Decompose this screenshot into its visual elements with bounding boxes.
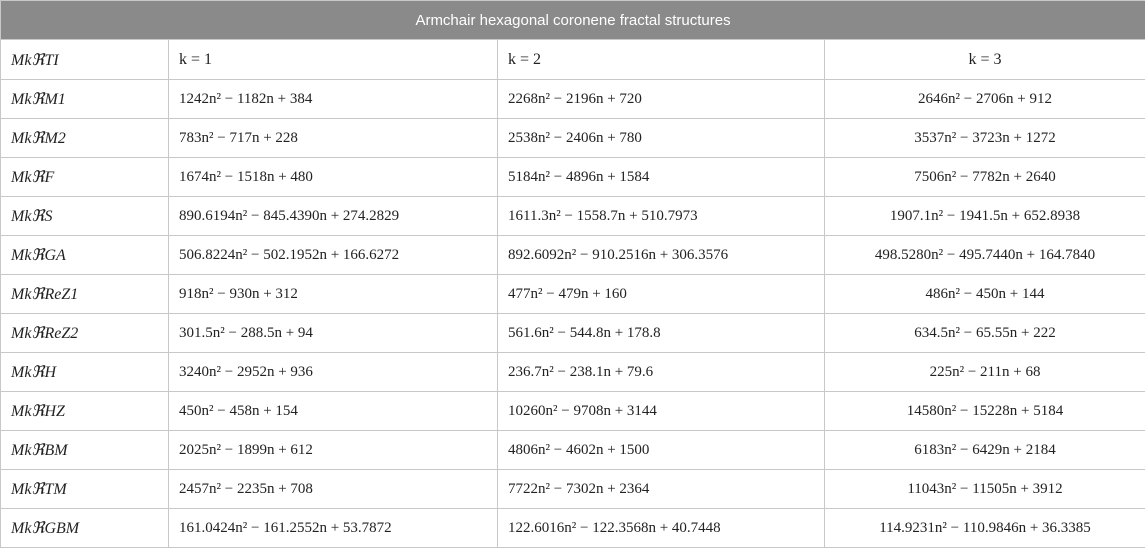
cell-k2: 5184n² − 4896n + 1584 <box>498 158 825 197</box>
table-row <box>1 470 1145 509</box>
cell-k3: 3537n² − 3723n + 1272 <box>825 119 1145 158</box>
row-label: MkℜGA <box>1 236 169 275</box>
row-label: MkℜM2 <box>1 119 169 158</box>
row-label: MkℜM1 <box>1 80 169 119</box>
table-row <box>1 431 1145 470</box>
row-label: MkℜBM <box>1 431 169 470</box>
table-row <box>1 509 1145 548</box>
row-label: MkℜTM <box>1 470 169 509</box>
header-k2: k = 2 <box>498 40 825 80</box>
cell-k2: 122.6016n² − 122.3568n + 40.7448 <box>498 509 825 548</box>
header-k3: k = 3 <box>825 40 1145 80</box>
cell-k1: 301.5n² − 288.5n + 94 <box>169 314 498 353</box>
cell-k3: 7506n² − 7782n + 2640 <box>825 158 1145 197</box>
row-label: MkℜF <box>1 158 169 197</box>
cell-k3: 1907.1n² − 1941.5n + 652.8938 <box>825 197 1145 236</box>
cell-k2: 4806n² − 4602n + 1500 <box>498 431 825 470</box>
row-label: MkℜHZ <box>1 392 169 431</box>
table-row <box>1 158 1145 197</box>
header-k1: k = 1 <box>169 40 498 80</box>
cell-k1: 2025n² − 1899n + 612 <box>169 431 498 470</box>
cell-k3: 114.9231n² − 110.9846n + 36.3385 <box>825 509 1145 548</box>
table-row <box>1 197 1145 236</box>
cell-k2: 892.6092n² − 910.2516n + 306.3576 <box>498 236 825 275</box>
cell-k3: 634.5n² − 65.55n + 222 <box>825 314 1145 353</box>
cell-k2: 10260n² − 9708n + 3144 <box>498 392 825 431</box>
table-row <box>1 119 1145 158</box>
cell-k3: 225n² − 211n + 68 <box>825 353 1145 392</box>
cell-k1: 3240n² − 2952n + 936 <box>169 353 498 392</box>
cell-k3: 2646n² − 2706n + 912 <box>825 80 1145 119</box>
cell-k2: 2268n² − 2196n + 720 <box>498 80 825 119</box>
table-row <box>1 275 1145 314</box>
header-index-column: MkℜTI <box>1 40 169 80</box>
cell-k1: 1674n² − 1518n + 480 <box>169 158 498 197</box>
cell-k1: 161.0424n² − 161.2552n + 53.7872 <box>169 509 498 548</box>
cell-k2: 477n² − 479n + 160 <box>498 275 825 314</box>
cell-k1: 1242n² − 1182n + 384 <box>169 80 498 119</box>
row-label: MkℜReZ1 <box>1 275 169 314</box>
cell-k1: 783n² − 717n + 228 <box>169 119 498 158</box>
table-row <box>1 314 1145 353</box>
cell-k1: 2457n² − 2235n + 708 <box>169 470 498 509</box>
table-row <box>1 353 1145 392</box>
table-row <box>1 80 1145 119</box>
table-header-row <box>1 40 1145 80</box>
cell-k1: 506.8224n² − 502.1952n + 166.6272 <box>169 236 498 275</box>
cell-k1: 890.6194n² − 845.4390n + 274.2829 <box>169 197 498 236</box>
cell-k3: 14580n² − 15228n + 5184 <box>825 392 1145 431</box>
table-row <box>1 236 1145 275</box>
table-title-row <box>1 1 1145 40</box>
row-label: MkℜS <box>1 197 169 236</box>
cell-k2: 236.7n² − 238.1n + 79.6 <box>498 353 825 392</box>
cell-k1: 450n² − 458n + 154 <box>169 392 498 431</box>
cell-k2: 7722n² − 7302n + 2364 <box>498 470 825 509</box>
row-label: MkℜReZ2 <box>1 314 169 353</box>
cell-k3: 11043n² − 11505n + 3912 <box>825 470 1145 509</box>
row-label: MkℜGBM <box>1 509 169 548</box>
row-label: MkℜH <box>1 353 169 392</box>
cell-k3: 6183n² − 6429n + 2184 <box>825 431 1145 470</box>
table-title: Armchair hexagonal coronene fractal structures <box>1 1 1145 40</box>
cell-k2: 1611.3n² − 1558.7n + 510.7973 <box>498 197 825 236</box>
cell-k1: 918n² − 930n + 312 <box>169 275 498 314</box>
cell-k3: 498.5280n² − 495.7440n + 164.7840 <box>825 236 1145 275</box>
cell-k2: 2538n² − 2406n + 780 <box>498 119 825 158</box>
cell-k3: 486n² − 450n + 144 <box>825 275 1145 314</box>
cell-k2: 561.6n² − 544.8n + 178.8 <box>498 314 825 353</box>
table-row <box>1 392 1145 431</box>
